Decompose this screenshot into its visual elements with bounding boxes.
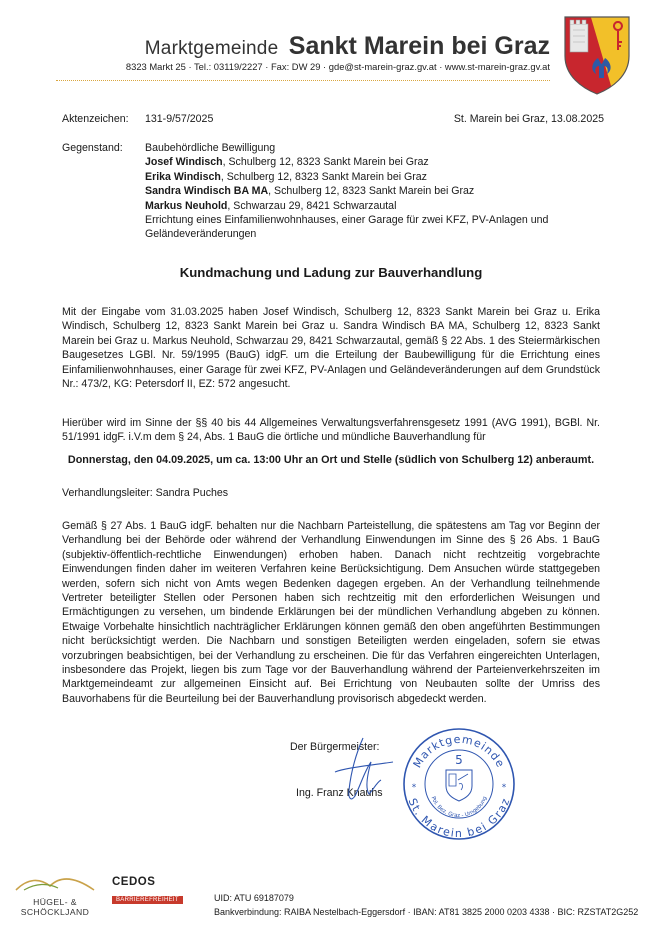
hills-icon (14, 874, 96, 892)
applicant-address: , Schwarzau 29, 8421 Schwarzautal (227, 199, 397, 212)
subject-block (145, 141, 615, 242)
applicant-name: Josef Windisch (145, 156, 223, 169)
official-seal-icon (400, 724, 518, 842)
seal-text-top: Marktgemeinde (410, 732, 508, 771)
place-date: St. Marein bei Graz, 13.08.2025 (453, 113, 604, 125)
paragraph-party-rights: Gemäß § 27 Abs. 1 BauG idgF. behalten nur die Nachbarn Parteistellung, die spätestens am Tag vor Beginn der Verhandlung bei der Behörde oder während der Verhandlung Einwendungen im Sinne des § 26 Abs. 1 BauG (subjektiv-öffentlich-rechtliche Einwendungen) erhoben haben. Danach nicht rechtzeitig vorgebrachte Einwendungen finden daher im weiteren Verfahren keine Berücksichtigung. Dem Ansuchen würde stattgegeben werden, sofern sich nicht von Amts wegen Bedenken dagegen ergeben. An der Verhandlung teilnehmende Vertreter beteiligter Stellen oder Personen haben sich rechtzeitig mit den erforderlichen Weisungen und Ermächtigungen zu versehen, um bindende Erklärungen bei der mündlichen Verhandlung abgeben zu können. Etwaige Vorbehalte hinsichtlich nachträglicher Erklärungen können gemäß den oben angeführten Bestimmungen nicht berücksichtigt werden. Die Nachbarn und sonstigen Beteiligten werden eingeladen, sofern sie etwas vorzubringen beabsichtigen, bei der Verhandlung zu erscheinen. Die für das Verfahren eingereichten Unterlagen, insbesondere das Projekt, liegen bis zum Tage vor der Bauverhandlung während der Parteienverkehrszeiten im Marktgemeindeamt zur allgemeinen Einsicht auf. Bei Errichtung von Neubauten sollte der Umriss des Bauvorhabens für die Beurteilung bei der Bauverhandlung provisorisch abgedeckt werden. (62, 520, 600, 705)
municipality-title (145, 32, 550, 61)
applicant-name: Sandra Windisch BA MA (145, 185, 269, 198)
handwritten-signature-icon (305, 732, 415, 812)
applicant-address: , Schulberg 12, 8323 Sankt Marein bei Graz (268, 185, 475, 198)
applicant-row (145, 184, 615, 198)
seal-number: 5 (455, 753, 463, 767)
title-prefix: Marktgemeinde (144, 38, 279, 59)
seal-inner-text: Pol. Bez. Graz - Umgebung (429, 795, 489, 820)
appointment-line: Donnerstag, den 04.09.2025, um ca. 13:00 Uhr an Ort und Stelle (südlich von Schulberg 12) anberaumt. (67, 454, 595, 466)
seal-star-icon: * (411, 783, 417, 793)
reference-label: Aktenzeichen: (62, 113, 129, 125)
reference-number: 131-9/57/2025 (145, 113, 214, 125)
applicant-address: , Schulberg 12, 8323 Sankt Marein bei Graz (220, 170, 427, 183)
seal-star-icon: * (501, 783, 507, 793)
applicant-row (145, 199, 615, 213)
svg-text:Pol. Bez. Graz - Umgebung (430, 796, 489, 819)
cedos-band: BARRIEREFREIHEIT (112, 896, 183, 904)
huegelland-logo (14, 874, 96, 920)
applicant-name: Erika Windisch (145, 170, 221, 183)
header-divider (56, 80, 550, 81)
seal-text-bottom: St. Marein bei Graz (405, 796, 513, 841)
paragraph-application: Mit der Eingabe vom 31.03.2025 haben Josef Windisch, Schulberg 12, 8323 Sankt Marein bei Graz u. Erika Windisch, Schulberg 12, 8323 Sankt Marein bei Graz u. Sandra Windisch BA MA, Schulberg 12, 8323 Sankt Marein bei Graz u. Markus Neuhold, Schwarzau 29, 8421 Schwarzautal, gemäß § 22 Abs. 1 des Steiermärkischen Baugesetzes LGBl. Nr. 59/1995 (BauG) idgF. um die Erteilung der Baubewilligung für die Errichtung eines Einfamilienwohnhauses, einer Garage für zwei KFZ, PV-Anlagen und Geländeveränderungen auf dem Grundstück Nr.: 473/2, KG: Petersdorf II, EZ: 572 angesucht. (62, 306, 600, 391)
uid-number: UID: ATU 69187079 (214, 893, 294, 903)
cedos-name: CEDOS (112, 876, 156, 888)
project-description: Errichtung eines Einfamilienwohnhauses, einer Garage für zwei KFZ, PV-Anlagen und Geländeveränderungen (145, 214, 549, 241)
signature-role: Der Bürgermeister: (290, 741, 380, 753)
title-main: Sankt Marein bei Graz (288, 32, 550, 60)
applicant-name: Markus Neuhold (145, 199, 228, 212)
applicant-row (145, 155, 615, 169)
negotiation-leader: Verhandlungsleiter: Sandra Puches (62, 487, 229, 499)
bank-details: Bankverbindung: RAIBA Nestelbach-Eggersdorf · IBAN: AT81 3825 2000 0203 4338 · BIC: RZSTAT2G252 (214, 907, 639, 917)
cedos-logo (112, 876, 192, 916)
contact-line: 8323 Markt 25 · Tel.: 03119/2227 · Fax: DW 29 · gde@st-marein-graz.gv.at · www.st-marein-graz.gv.at (125, 61, 550, 72)
paragraph-legal-basis: Hierüber wird im Sinne der §§ 40 bis 44 Allgemeines Verwaltungsverfahrensgesetz 1991 (AVG 1991), BGBl. Nr. 51/1991 idgF. i.V.m dem § 24, Abs. 1 BauG die örtliche und mündliche Bauverhandlung für (62, 417, 600, 444)
document-heading: Kundmachung und Ladung zur Bauverhandlung (179, 265, 483, 280)
huegelland-line2: SCHÖCKLJAND (20, 907, 90, 917)
signatory-name: Ing. Franz Knauhs (296, 787, 383, 799)
coat-of-arms-icon (562, 14, 632, 96)
huegelland-line1: HÜGEL- & (33, 897, 77, 907)
applicant-row (145, 170, 615, 184)
applicant-address: , Schulberg 12, 8323 Sankt Marein bei Graz (222, 156, 429, 169)
subject-title: Baubehördliche Bewilligung (145, 142, 276, 154)
subject-label: Gegenstand: (62, 142, 123, 154)
